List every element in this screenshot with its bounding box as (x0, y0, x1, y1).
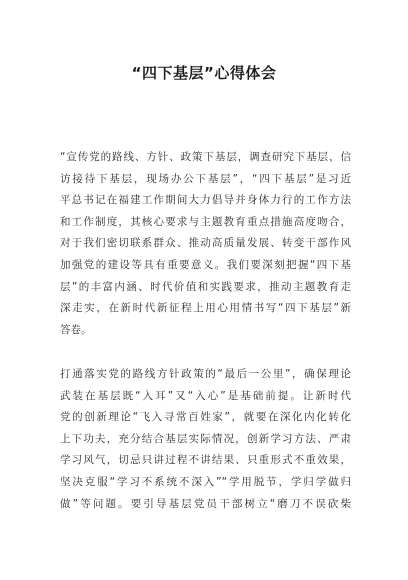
paragraph-line: 党的创新理论“飞入寻常百姓家”，就要在深化内化转化 (60, 411, 351, 424)
paragraph-line: 上下功夫，充分结合基层实际情况，创新学习方法、严肃 (60, 432, 351, 445)
paragraph-line: 坚决克服“学习不系统不深入”“学用脱节，学归学做归 (60, 475, 351, 488)
paragraph-line: 打通落实党的路线方针政策的“最后一公里”，确保理论 (60, 368, 351, 380)
paragraph-line: 加强党的建设等具有重要意义。我们要深刻把握“四下基 (60, 258, 351, 271)
paragraph-line: 做”等问题。要引导基层党员干部树立“磨刀不误砍柴 (60, 497, 351, 510)
paragraph-line: 对于我们密切联系群众、推动高质量发展、转变干部作风 (60, 237, 351, 250)
paragraph-line: 平总书记在福建工作期间大力倡导并身体力行的工作方法 (60, 194, 351, 207)
paragraph-line: 和工作制度，其核心要求与主题教育重点措施高度吻合， (60, 215, 351, 228)
paragraph-line: 武装在基层既“入耳”又“入心”是基础前提。让新时代 (60, 389, 351, 402)
paragraph-line: 答卷。 (60, 323, 92, 336)
paragraph-1 (60, 147, 351, 341)
paragraph-line: 学习风气，切忌只讲过程不讲结果、只重形式不重效果， (60, 454, 351, 467)
paragraph-line: 层”的丰富内涵、时代价值和实践要求，推动主题教育走 (60, 280, 351, 293)
paragraph-line: 深走实，在新时代新征程上用心用情书写“四下基层”新 (60, 302, 351, 315)
document-title: “四下基层”心得体会 (131, 64, 277, 82)
paragraph-line: “宣传党的路线、方针、政策下基层，调查研究下基层，信 (60, 151, 351, 163)
paragraph-line: 访接待下基层，现场办公下基层”，“四下基层”是习近 (60, 172, 351, 185)
paragraph-2 (60, 364, 351, 515)
